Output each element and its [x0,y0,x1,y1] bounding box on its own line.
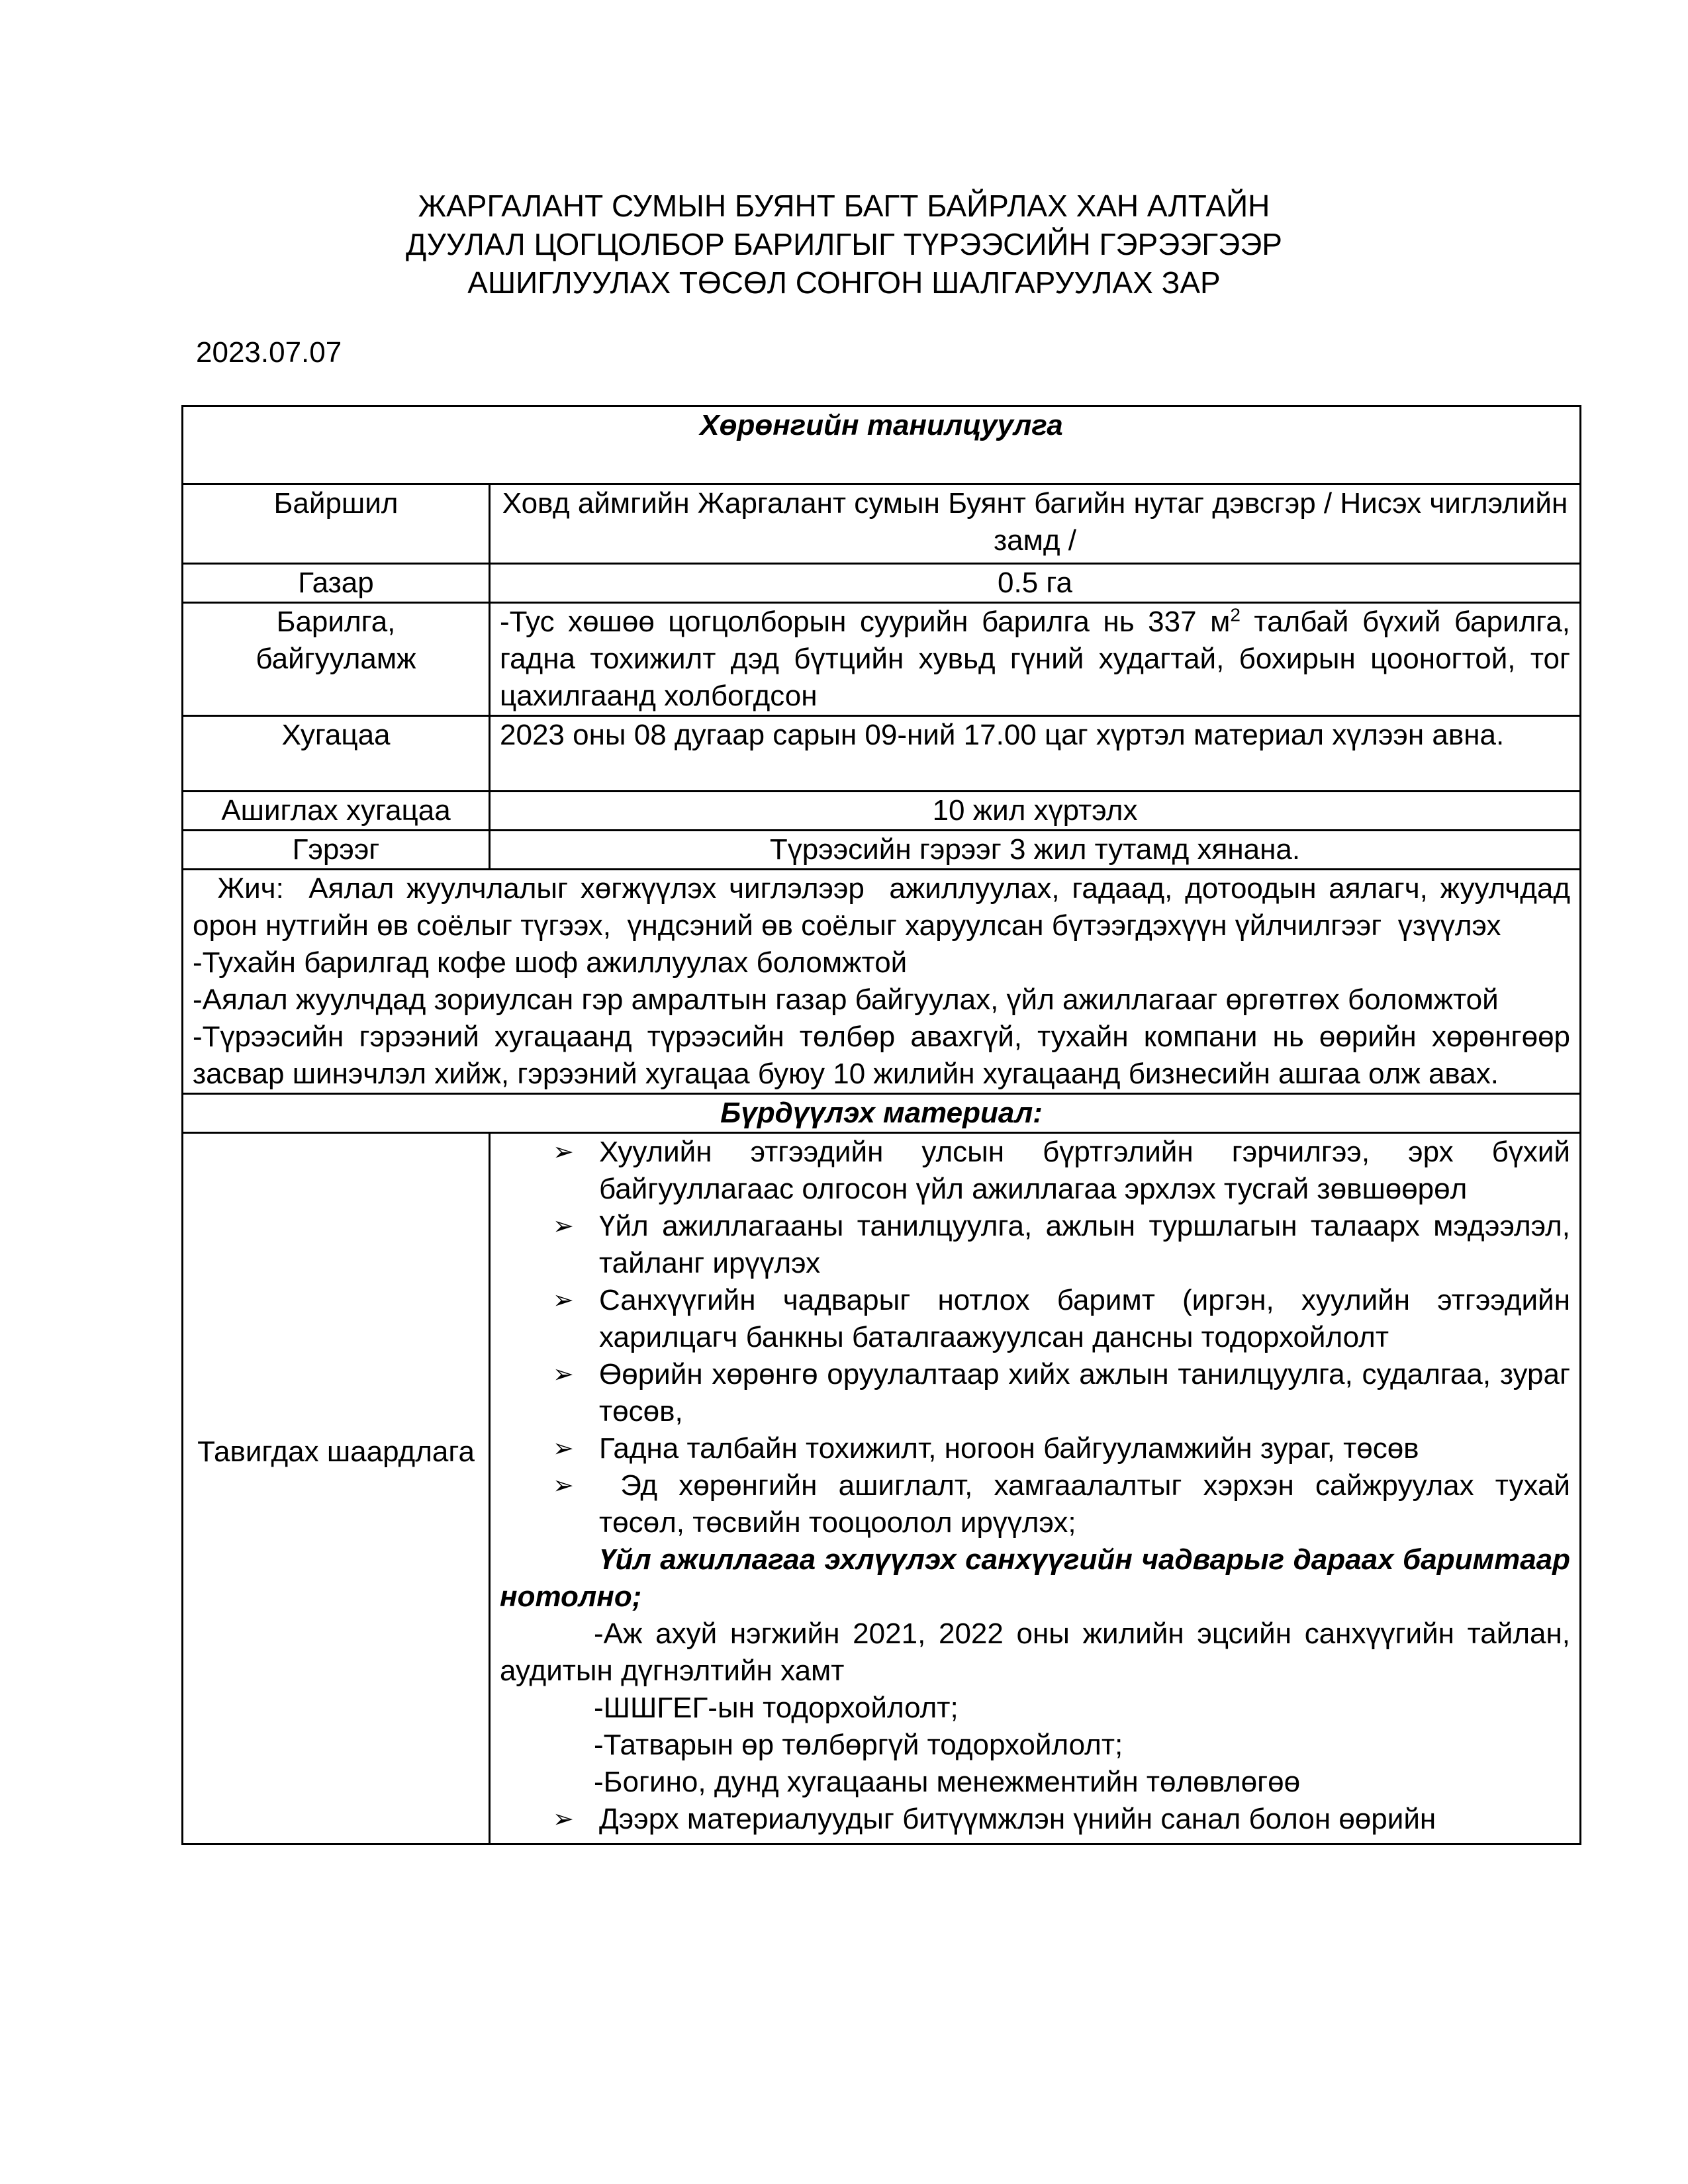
list-item [500,1356,1570,1430]
finance-heading: Үйл ажиллагаа эхлүүлэх санхүүгийн чадварыг дараах баримтаар нотолно; [500,1543,1571,1613]
building-value-sup: 2 [1230,604,1241,625]
location-label: Байршил [183,484,490,564]
title-line-2: ДУУЛАЛ ЦОГЦОЛБОР БАРИЛГЫГ ТҮРЭЭСИЙН ГЭРЭЭГЭЭР [406,227,1282,261]
note-cell [183,870,1581,1094]
asset-intro-header: Хөрөнгийн танилцуулга [183,406,1581,484]
arrow-bullet-icon: ➢ [553,1435,574,1463]
finance-item-3: -Татварын өр төлбөргүй тодорхойлолт; [594,1729,1123,1761]
materials-header: Бүрдүүлэх материал: [183,1094,1581,1133]
finance-item-2: -ШШГЕГ-ын тодорхойлолт; [594,1692,959,1724]
note-line-3: -Аялал жуулчдад зориулсан гэр амралтын газар байгуулах, үйл ажиллагааг өргөтгөх боломжтой [193,983,1499,1016]
deadline-value: 2023 оны 08 дугаар сарын 09-ний 17.00 цаг хүртэл материал хүлээн авна. [490,716,1581,792]
land-value: 0.5 га [490,564,1581,603]
requirements-label-text: Тавигдах шаардлага [197,1435,475,1468]
contract-value: Түрээсийн гэрээг 3 жил тутамд хянана. [490,831,1581,870]
arrow-bullet-icon: ➢ [553,1805,574,1833]
list-item [500,1467,1579,1541]
title-line-3: АШИГЛУУЛАХ ТӨСӨЛ СОНГОН ШАЛГАРУУЛАХ ЗАР [467,265,1221,300]
building-value [490,603,1581,716]
note-line-1: Жич: Аялал жуулчлалыг хөгжүүлэх чиглэлээр ажиллуулах, гадаад, дотоодын аялагч, жуулчдад орон нутгийн өв соёлыг түгээх, үндсэний өв соёлыг харуулсан бүтээгдэхүүн үйлчилгээг үзүүлэх [193,872,1579,942]
contract-label: Гэрээг [183,831,490,870]
requirements-label [183,1133,490,1844]
building-value-b: талбай бүхий барилга, гадна тохижилт дэд бүтцийн хувьд гүний худагтай, бохирын цооногтой, тог цахилгаанд холбогдсон [500,606,1571,712]
arrow-bullet-icon: ➢ [553,1138,574,1166]
arrow-bullet-icon: ➢ [553,1212,574,1240]
note-line-4: -Түрээсийн гэрээний хугацаанд түрээсийн төлбөр авахгүй, тухайн компани нь өөрийн хөрөнгөөр засвар шинэчлэл хийж, гэрээний хугацаа буюу 10 жилийн хугацаанд бизнесийн ашгаа олж авах. [193,1021,1571,1090]
bullet-text: Гадна талбайн тохижилт, ногоон байгууламжийн зураг, төсөв [599,1432,1419,1465]
document-date: 2023.07.07 [196,336,342,369]
deadline-label: Хугацаа [183,716,490,792]
title-line-1: ЖАРГАЛАНТ СУМЫН БУЯНТ БАГТ БАЙРЛАХ ХАН АЛТАЙН [418,189,1270,223]
building-label: Барилга, байгууламж [183,603,490,716]
list-item [500,1134,1570,1208]
asset-table [181,405,1581,1845]
list-item [500,1801,1570,1838]
arrow-bullet-icon: ➢ [553,1287,574,1314]
note-line-2: -Тухайн барилгад кофе шоф ажиллуулах боломжтой [193,946,908,979]
bullet-text: Үйл ажиллагааны танилцуулга, ажлын туршлагын талаарх мэдээлэл, тайланг ирүүлэх [599,1210,1571,1279]
bullet-text: Эд хөрөнгийн ашиглалт, хамгаалалтыг хэрхэн сайжруулах тухай төсөл, төсвийн тооцоолол ирүүлэх; [599,1469,1579,1539]
usage-period-value: 10 жил хүртэлх [490,792,1581,831]
bullet-text: Хуулийн этгээдийн улсын бүртгэлийн гэрчилгээ, эрх бүхий байгууллагаас олгосон үйл ажиллагаа эрхлэх тусгай зөвшөөрөл [599,1136,1571,1205]
location-value: Ховд аймгийн Жаргалант сумын Буянт багийн нутаг дэвсгэр / Нисэх чиглэлийн замд / [490,484,1581,564]
requirements-cell [490,1133,1581,1844]
bullet-text: Санхүүгийн чадварыг нотлох баримт (иргэн, хуулийн этгээдийн харилцагч банкны баталгаажуулсан дансны тодорхойлолт [599,1284,1571,1353]
usage-period-label: Ашиглах хугацаа [183,792,490,831]
arrow-bullet-icon: ➢ [553,1472,574,1500]
bullet-text: Өөрийн хөрөнгө оруулалтаар хийх ажлын танилцуулга, судалгаа, зураг төсөв, [599,1358,1571,1428]
land-label: Газар [183,564,490,603]
arrow-bullet-icon: ➢ [553,1361,574,1388]
list-item [500,1208,1570,1282]
document-title [0,187,1688,302]
building-value-a: -Тус хөшөө цогцолборын суурийн барилга нь 337 м [500,606,1231,638]
list-item [500,1282,1570,1356]
finance-item-1: -Аж ахуй нэгжийн 2021, 2022 оны жилийн эцсийн санхүүгийн тайлан, аудитын дүгнэлтийн хамт [500,1617,1571,1687]
bullet-text: Дээрх материалуудыг битүүмжлэн үнийн санал болон өөрийн [599,1803,1436,1835]
list-item [500,1430,1570,1467]
finance-item-4: -Богино, дунд хугацааны менежментийн төлөвлөгөө [594,1766,1301,1798]
